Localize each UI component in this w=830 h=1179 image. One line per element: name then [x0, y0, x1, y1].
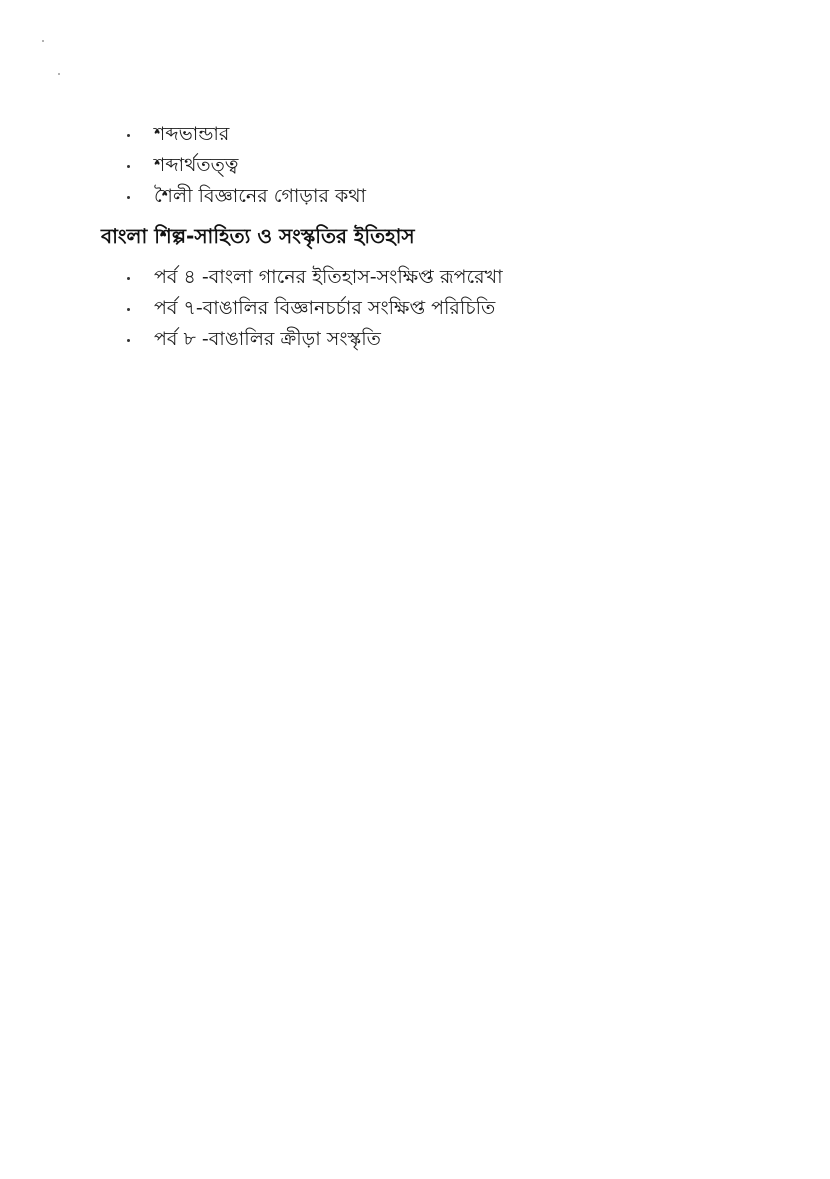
- history-topic-list: [127, 262, 503, 355]
- list-item-text: পর্ব ৪ -বাংলা গানের ইতিহাস-সংক্ষিপ্ত রূপরেখা: [154, 266, 503, 288]
- list-item-text: শব্দার্থতত্ত্ব: [154, 154, 239, 176]
- list-item-text: শব্দভান্ডার: [154, 123, 230, 145]
- bullet-icon: [127, 277, 130, 280]
- bullet-icon: [127, 134, 130, 137]
- list-item-text: শৈলী বিজ্ঞানের গোড়ার কথা: [154, 185, 367, 207]
- vocabulary-topic-list: [127, 119, 366, 212]
- scan-speck: [58, 73, 60, 75]
- list-item: [127, 262, 503, 293]
- list-item: [127, 324, 503, 355]
- list-item: [127, 119, 366, 150]
- bullet-icon: [127, 196, 130, 199]
- bullet-icon: [127, 308, 130, 311]
- list-item: [127, 293, 503, 324]
- bullet-icon: [127, 165, 130, 168]
- list-item: [127, 150, 366, 181]
- list-item: [127, 181, 366, 212]
- list-item-text: পর্ব ৭-বাঙালির বিজ্ঞানচর্চার সংক্ষিপ্ত পরিচিতি: [154, 297, 496, 319]
- list-item-text: পর্ব ৮ -বাঙালির ক্রীড়া সংস্কৃতি: [154, 328, 381, 350]
- section-heading: বাংলা শিল্প-সাহিত্য ও সংস্কৃতির ইতিহাস: [101, 224, 415, 248]
- scan-speck: [42, 40, 44, 42]
- bullet-icon: [127, 339, 130, 342]
